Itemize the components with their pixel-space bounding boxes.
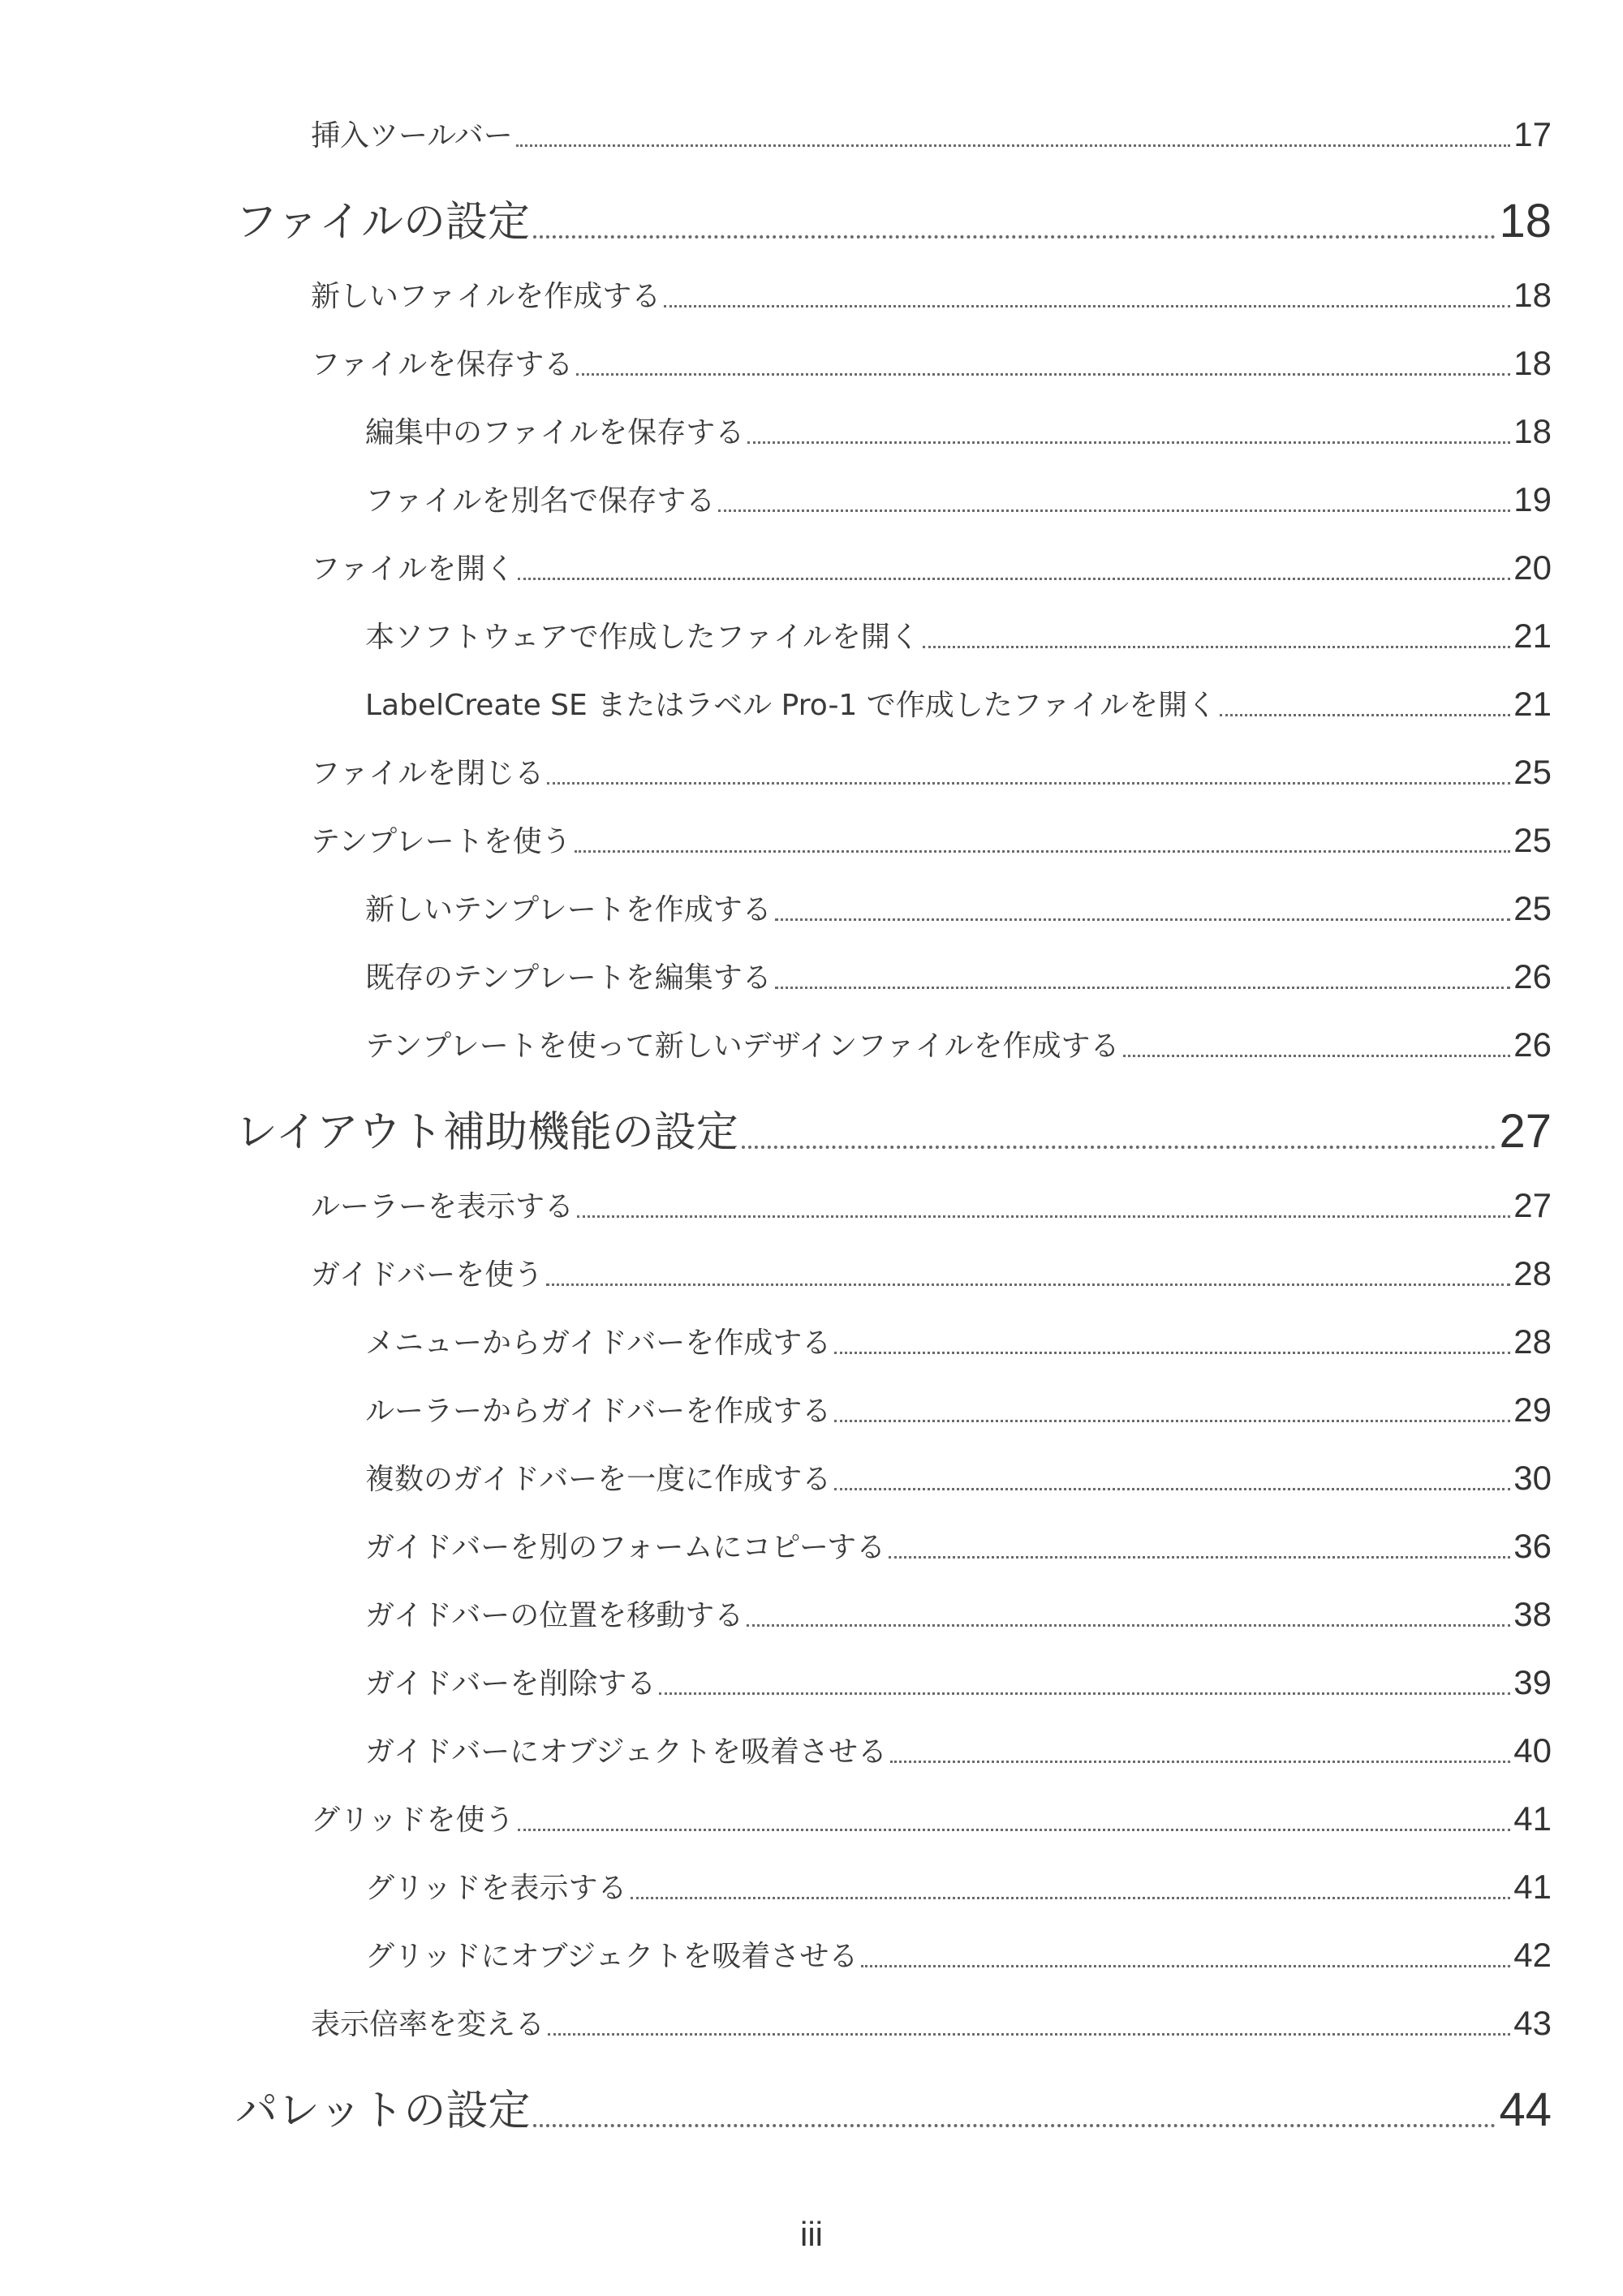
- toc-subentry[interactable]: [365, 1592, 1552, 1634]
- toc-entry-title: テンプレートを使う: [311, 825, 571, 858]
- toc-entry-page: 18: [1513, 344, 1552, 382]
- page-number: iii: [800, 2215, 823, 2253]
- toc-chapter-entry[interactable]: [235, 2072, 1552, 2137]
- toc-entry-title: ファイルを閉じる: [311, 757, 545, 790]
- toc-subentry[interactable]: [365, 1022, 1552, 1064]
- toc-leader-dots: [861, 1965, 1510, 1967]
- toc-entry-page: 44: [1499, 2083, 1552, 2136]
- toc-entry[interactable]: [311, 1251, 1552, 1293]
- toc-entry-title: ファイルの設定: [235, 198, 530, 247]
- toc-leader-dots: [890, 1761, 1510, 1763]
- toc-entry-page: 26: [1513, 1025, 1552, 1064]
- toc-entry-page: 28: [1513, 1254, 1552, 1292]
- toc-subentry[interactable]: [365, 409, 1552, 451]
- toc-chapter-entry[interactable]: [235, 183, 1552, 248]
- toc-entry-page: 38: [1513, 1595, 1552, 1633]
- toc-subentry[interactable]: [365, 1455, 1552, 1498]
- toc-entry-title: 本ソフトウェアで作成したファイルを開く: [365, 621, 919, 654]
- toc-leader-dots: [1220, 714, 1510, 716]
- toc-leader-dots: [747, 1624, 1510, 1627]
- toc-leader-dots: [533, 235, 1496, 239]
- toc-entry[interactable]: [311, 112, 1552, 154]
- toc-leader-dots: [576, 373, 1510, 376]
- toc-leader-dots: [775, 918, 1511, 921]
- toc-entry-title: LabelCreate SE またはラベル Pro-1 で作成したファイルを開く: [365, 689, 1217, 722]
- toc-entry-title: グリッドを使う: [311, 1804, 514, 1837]
- toc-entry-page: 20: [1513, 548, 1552, 587]
- toc-entry-title: ルーラーからガイドバーを作成する: [365, 1395, 832, 1428]
- toc-entry-title: 表示倍率を変える: [311, 2008, 545, 2041]
- toc-entry-title: ガイドバーを削除する: [365, 1667, 657, 1701]
- toc-entry-page: 28: [1513, 1322, 1552, 1361]
- toc-entry-title: レイアウト補助機能の設定: [235, 1108, 738, 1157]
- toc-subentry[interactable]: [365, 954, 1552, 996]
- toc-subentry[interactable]: [365, 1864, 1552, 1907]
- toc-leader-dots: [518, 578, 1510, 580]
- toc-entry-page: 18: [1513, 412, 1552, 450]
- toc-leader-dots: [516, 144, 1511, 147]
- toc-entry-page: 41: [1513, 1868, 1552, 1906]
- toc-entry-title: グリッドを表示する: [365, 1872, 627, 1905]
- toc-leader-dots: [547, 782, 1510, 785]
- toc-entry[interactable]: [311, 273, 1552, 315]
- toc-entry-title: ガイドバーを使う: [311, 1258, 544, 1292]
- toc-entry-page: 25: [1513, 889, 1552, 927]
- toc-entry-page: 18: [1499, 195, 1552, 247]
- toc-entry[interactable]: [311, 818, 1552, 860]
- toc-entry[interactable]: [311, 545, 1552, 587]
- toc-entry-title: ガイドバーにオブジェクトを吸着させる: [365, 1735, 887, 1769]
- toc-entry-page: 21: [1513, 617, 1552, 655]
- toc-entry-page: 29: [1513, 1391, 1552, 1429]
- toc-leader-dots: [889, 1556, 1510, 1559]
- toc-leader-dots: [775, 987, 1511, 989]
- toc-subentry[interactable]: [365, 477, 1552, 519]
- toc-entry[interactable]: [311, 341, 1552, 383]
- toc-leader-dots: [631, 1897, 1511, 1899]
- toc-subentry[interactable]: [365, 1728, 1552, 1770]
- toc-entry-page: 41: [1513, 1799, 1552, 1838]
- toc-entry-page: 42: [1513, 1936, 1552, 1974]
- toc-entry-page: 25: [1513, 753, 1552, 791]
- toc-entry-title: テンプレートを使って新しいデザインファイルを作成する: [365, 1030, 1120, 1063]
- toc-leader-dots: [548, 2033, 1510, 2036]
- toc-entry-title: ファイルを別名で保存する: [365, 484, 716, 518]
- toc-leader-dots: [577, 1215, 1510, 1218]
- toc-entry-title: 挿入ツールバー: [311, 119, 513, 153]
- toc-entry-title: グリッドにオブジェクトを吸着させる: [365, 1940, 859, 1973]
- toc-entry-page: 27: [1499, 1105, 1552, 1158]
- toc-leader-dots: [664, 305, 1510, 307]
- toc-subentry[interactable]: [365, 1933, 1552, 1975]
- toc-entry[interactable]: [311, 2001, 1552, 2043]
- toc-subentry[interactable]: [365, 1524, 1552, 1566]
- toc-entry-page: 19: [1513, 480, 1552, 518]
- toc-leader-dots: [533, 2124, 1496, 2127]
- toc-subentry[interactable]: [365, 1387, 1552, 1430]
- toc-subentry[interactable]: [365, 681, 1552, 724]
- toc-leader-dots: [834, 1420, 1510, 1422]
- toc-entry-title: ファイルを保存する: [311, 348, 574, 381]
- toc-leader-dots: [518, 1829, 1511, 1831]
- toc-subentry[interactable]: [365, 613, 1552, 656]
- toc-entry-title: 既存のテンプレートを編集する: [365, 961, 772, 995]
- toc-subentry[interactable]: [365, 886, 1552, 928]
- toc-chapter-entry[interactable]: [235, 1094, 1552, 1159]
- toc-leader-dots: [546, 1283, 1510, 1286]
- toc-subentry[interactable]: [365, 1660, 1552, 1702]
- toc-entry-page: 36: [1513, 1527, 1552, 1565]
- toc-entry-title: ガイドバーを別のフォームにコピーする: [365, 1531, 886, 1564]
- toc-leader-dots: [834, 1488, 1510, 1490]
- toc-entry-page: 27: [1513, 1186, 1552, 1224]
- toc-entry-title: 編集中のファイルを保存する: [365, 416, 745, 449]
- toc-entry[interactable]: [311, 1183, 1552, 1225]
- toc-entry-title: ルーラーを表示する: [311, 1190, 575, 1223]
- toc-leader-dots: [659, 1692, 1510, 1695]
- toc-leader-dots: [923, 646, 1510, 648]
- toc-leader-dots: [834, 1352, 1510, 1354]
- toc-entry[interactable]: [311, 1796, 1552, 1838]
- toc-entry-page: 40: [1513, 1731, 1552, 1769]
- toc-leader-dots: [1123, 1055, 1511, 1057]
- toc-subentry[interactable]: [365, 1319, 1552, 1361]
- toc-entry[interactable]: [311, 750, 1552, 792]
- toc-entry-page: 39: [1513, 1663, 1552, 1701]
- toc-entry-page: 43: [1513, 2004, 1552, 2042]
- toc-entry-title: パレットの設定: [235, 2087, 531, 2135]
- toc-entry-page: 18: [1513, 276, 1552, 314]
- toc-leader-dots: [747, 441, 1510, 444]
- toc-entry-title: メニューからガイドバーを作成する: [365, 1326, 832, 1360]
- toc-entry-title: ファイルを開く: [311, 553, 515, 586]
- toc-leader-dots: [742, 1146, 1496, 1149]
- toc-entry-title: ガイドバーの位置を移動する: [365, 1599, 744, 1632]
- toc-entry-page: 25: [1513, 821, 1552, 859]
- toc-entry-page: 17: [1513, 115, 1552, 153]
- toc-entry-page: 26: [1513, 957, 1552, 995]
- toc-entry-title: 新しいファイルを作成する: [311, 280, 661, 313]
- toc-leader-dots: [718, 510, 1510, 512]
- toc-entry-page: 21: [1513, 685, 1552, 723]
- toc-leader-dots: [575, 850, 1511, 853]
- toc-entry-page: 30: [1513, 1459, 1552, 1497]
- toc-entry-title: 新しいテンプレートを作成する: [365, 893, 772, 927]
- toc-entry-title: 複数のガイドバーを一度に作成する: [365, 1463, 832, 1496]
